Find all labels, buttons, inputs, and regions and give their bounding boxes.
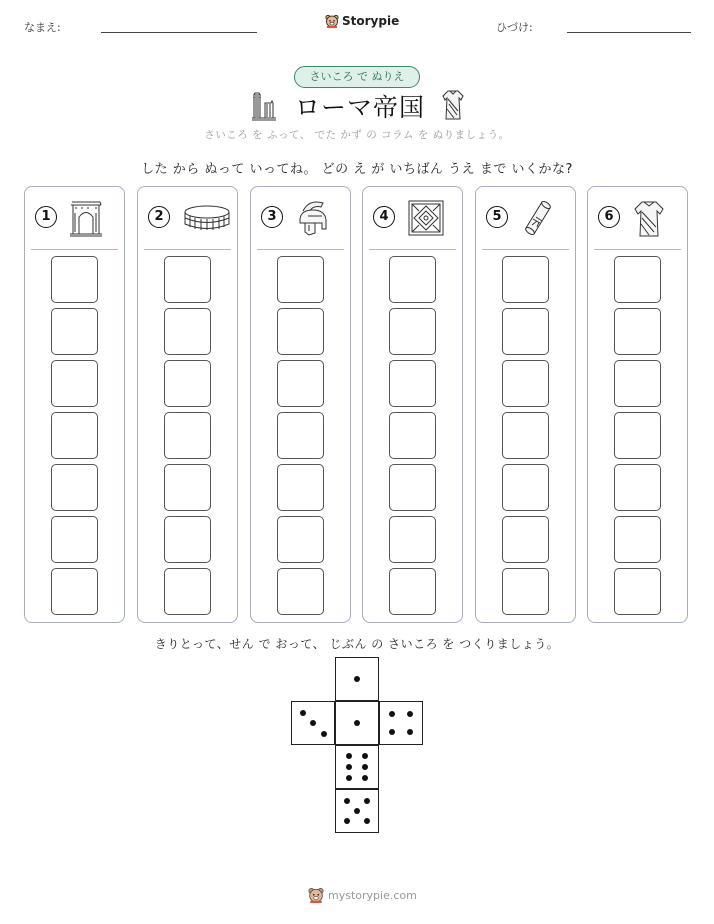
column-divider <box>257 249 344 250</box>
color-cell[interactable] <box>502 308 549 355</box>
color-cell[interactable] <box>51 308 98 355</box>
die-face-1 <box>335 657 379 701</box>
column-divider <box>31 249 118 250</box>
column-5 <box>475 186 576 623</box>
die-pip <box>364 818 370 824</box>
toga-icon <box>441 89 465 121</box>
color-cell[interactable] <box>277 256 324 303</box>
color-cell[interactable] <box>389 308 436 355</box>
color-cell[interactable] <box>614 464 661 511</box>
color-cell[interactable] <box>614 568 661 615</box>
color-cell[interactable] <box>389 256 436 303</box>
color-cell[interactable] <box>277 412 324 459</box>
die-face-5 <box>335 789 379 833</box>
toga-icon <box>632 199 666 239</box>
brand-name: Storypie <box>342 14 400 28</box>
color-cell[interactable] <box>164 568 211 615</box>
colosseum-icon <box>182 199 232 237</box>
color-cell[interactable] <box>389 360 436 407</box>
color-cell[interactable] <box>164 464 211 511</box>
die-pip <box>344 798 350 804</box>
die-face-4 <box>379 701 423 745</box>
die-pip <box>321 731 327 737</box>
color-cell[interactable] <box>277 568 324 615</box>
color-cell[interactable] <box>502 516 549 563</box>
date-label: ひづけ: <box>496 21 533 34</box>
color-cell[interactable] <box>614 308 661 355</box>
color-cell[interactable] <box>51 256 98 303</box>
color-cell[interactable] <box>277 308 324 355</box>
color-cell[interactable] <box>389 516 436 563</box>
color-cell[interactable] <box>277 516 324 563</box>
die-face-1 <box>335 701 379 745</box>
page-title: ローマ帝国 <box>295 93 426 122</box>
column-number: 2 <box>148 206 170 228</box>
date-line[interactable] <box>567 32 691 33</box>
cut-instruction: きりとって、せん で おって、 じぶん の さいころ を つくりましょう。 <box>154 637 560 651</box>
activity-badge: さいころ で ぬりえ <box>294 66 420 88</box>
column-number: 4 <box>373 206 395 228</box>
color-cell[interactable] <box>277 464 324 511</box>
die-pip <box>300 710 306 716</box>
coloring-instruction: した から ぬって いってね。 どの え が いちばん うえ まで いくかな? <box>141 162 573 177</box>
color-cell[interactable] <box>51 412 98 459</box>
column-divider <box>144 249 231 250</box>
die-pip <box>364 798 370 804</box>
die-pip <box>346 753 352 759</box>
ruined-columns-icon <box>251 91 277 121</box>
die-pip <box>310 720 316 726</box>
name-line[interactable] <box>101 32 257 33</box>
roman-helmet-icon <box>295 199 331 239</box>
column-4 <box>362 186 463 623</box>
column-divider <box>594 249 681 250</box>
die-pip <box>362 753 368 759</box>
die-face-6 <box>335 745 379 789</box>
die-pip <box>389 729 395 735</box>
color-cell[interactable] <box>614 412 661 459</box>
color-cell[interactable] <box>502 256 549 303</box>
color-cell[interactable] <box>502 568 549 615</box>
arch-aqueduct-icon <box>69 199 103 237</box>
name-label: なまえ: <box>24 21 61 34</box>
color-cell[interactable] <box>51 568 98 615</box>
column-number: 3 <box>261 206 283 228</box>
die-pip <box>354 720 360 726</box>
subtitle: さいころ を ふって、 でた かず の コラム を ぬりましょう。 <box>204 129 510 141</box>
column-number: 6 <box>598 206 620 228</box>
column-divider <box>369 249 456 250</box>
color-cell[interactable] <box>164 516 211 563</box>
footer <box>308 887 417 903</box>
color-cell[interactable] <box>502 464 549 511</box>
scroll-icon <box>520 199 556 239</box>
column-divider <box>482 249 569 250</box>
storypie-bear-icon <box>325 14 339 28</box>
footer-url[interactable]: mystorypie.com <box>328 888 417 902</box>
color-cell[interactable] <box>614 360 661 407</box>
color-cell[interactable] <box>502 412 549 459</box>
column-6 <box>587 186 688 623</box>
die-pip <box>344 818 350 824</box>
color-cell[interactable] <box>389 464 436 511</box>
color-cell[interactable] <box>502 360 549 407</box>
color-cell[interactable] <box>51 516 98 563</box>
color-cell[interactable] <box>389 568 436 615</box>
color-cell[interactable] <box>277 360 324 407</box>
color-cell[interactable] <box>51 360 98 407</box>
color-cell[interactable] <box>614 256 661 303</box>
die-pip <box>346 764 352 770</box>
die-pip <box>346 775 352 781</box>
die-pip <box>389 711 395 717</box>
storypie-bear-icon <box>308 887 324 903</box>
die-pip <box>354 808 360 814</box>
die-face-3 <box>291 701 335 745</box>
mosaic-tile-icon <box>407 199 445 237</box>
die-pip <box>354 676 360 682</box>
column-2 <box>137 186 238 623</box>
color-cell[interactable] <box>164 360 211 407</box>
color-cell[interactable] <box>164 256 211 303</box>
color-cell[interactable] <box>614 516 661 563</box>
die-pip <box>362 764 368 770</box>
color-cell[interactable] <box>164 308 211 355</box>
brand-logo <box>325 14 399 28</box>
color-cell[interactable] <box>389 412 436 459</box>
die-pip <box>362 775 368 781</box>
die-pip <box>407 711 413 717</box>
column-number: 5 <box>486 206 508 228</box>
column-number: 1 <box>35 206 57 228</box>
column-3 <box>250 186 351 623</box>
die-pip <box>407 729 413 735</box>
color-cell[interactable] <box>164 412 211 459</box>
column-1 <box>24 186 125 623</box>
color-cell[interactable] <box>51 464 98 511</box>
